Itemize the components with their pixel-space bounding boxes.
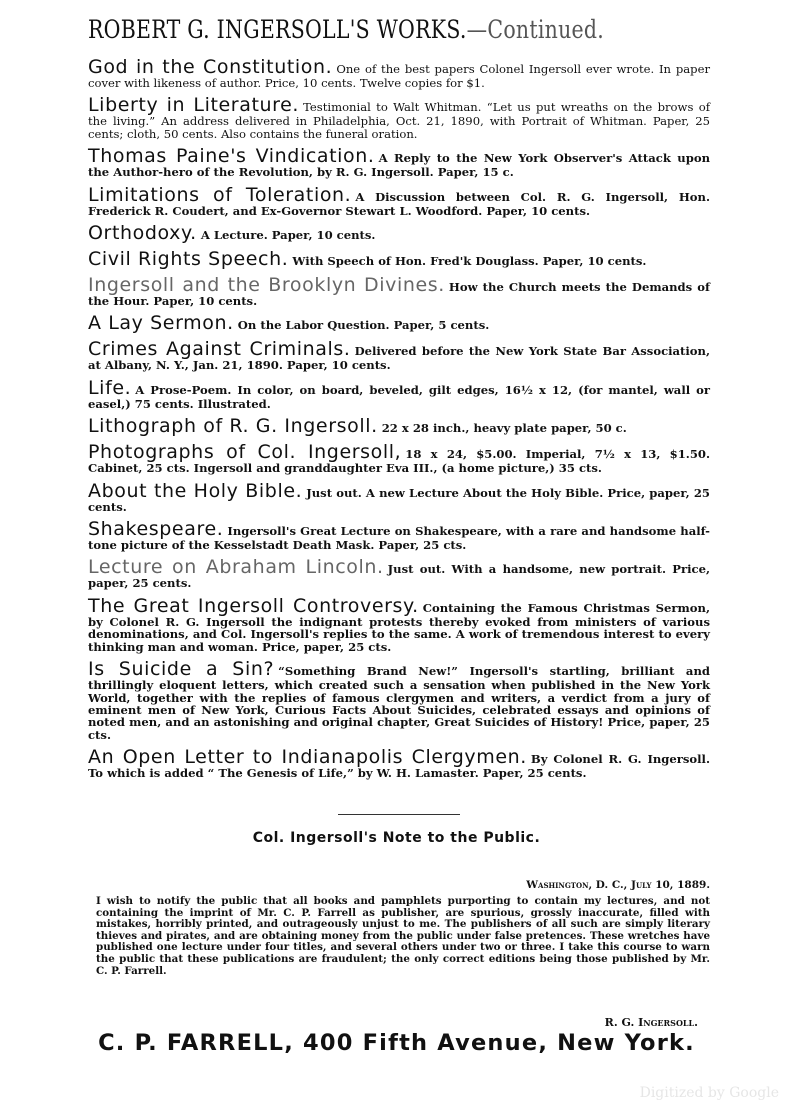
note-title: Col. Ingersoll's Note to the Public. <box>252 830 541 846</box>
page-header <box>88 14 605 46</box>
work-entry <box>88 339 710 371</box>
work-entry <box>88 416 710 436</box>
work-entry <box>88 519 710 551</box>
work-entry <box>88 313 710 333</box>
work-title: Photographs of Col. Ingersoll, <box>88 441 402 464</box>
publisher-footer: C. P. FARRELL, 400 Fifth Avenue, New York. <box>98 1030 695 1056</box>
section-divider <box>338 814 460 815</box>
work-description: Just out. A new Lecture About the Holy Bible. Price, paper, 25 cents. <box>88 485 710 514</box>
work-title: God in the Constitution. <box>88 56 333 78</box>
work-title: About the Holy Bible. <box>88 479 303 502</box>
work-title: Orthodoxy. <box>88 222 197 245</box>
work-description: Delivered before the New York State Bar Association, at Albany, N. Y., Jan. 21, 1890. Paper, 10 cents. <box>88 344 711 373</box>
work-entry <box>88 596 710 653</box>
work-title: Lecture on Abraham Lincoln. <box>88 556 384 579</box>
work-description: Containing the Famous Christmas Sermon, by Colonel R. G. Ingersoll the indignant protests thereby evoked from ministers of various denominations, and Col. Ingersoll's replies to the same. A work of tremendous interest to every thinking man and woman. Price, paper, 25 cts. <box>88 600 710 654</box>
work-description: Ingersoll's Great Lecture on Shakespeare, with a rare and handsome half-tone picture of the Kesselstadt Death Mask. Paper, 25 cts. <box>88 524 710 553</box>
work-entry <box>88 659 710 741</box>
work-entry <box>88 249 710 269</box>
work-title: Civil Rights Speech. <box>88 248 289 271</box>
work-title: Ingersoll and the Brooklyn Divines. <box>88 274 445 297</box>
work-description: Just out. With a handsome, new portrait. Price, paper, 25 cents. <box>88 562 710 591</box>
note-signature: R. G. Ingersoll. <box>604 1016 698 1029</box>
work-description: How the Church meets the Demands of the Hour. Paper, 10 cents. <box>88 280 710 309</box>
note-dateline: Washington, D. C., July 10, 1889. <box>526 879 710 891</box>
work-title: An Open Letter to Indianapolis Clergymen. <box>88 746 527 769</box>
work-description: 22 x 28 inch., heavy plate paper, 50 c. <box>381 421 627 436</box>
work-entry <box>88 481 710 513</box>
work-description: By Colonel R. G. Ingersoll. To which is added “ The Genesis of Life,” by W. H. Lamaster. Paper, 25 cents. <box>88 752 710 781</box>
work-entry <box>88 146 710 178</box>
work-entry <box>88 557 710 589</box>
work-entry <box>88 223 710 243</box>
work-description: Testimonial to Walt Whitman. “Let us put wreaths on the brows of the living.” An address delivered in Philadelphia, Oct. 21, 1890, with Portrait of Whitman. Paper, 25 cents; cloth, 50 cents. Also contains the funeral oration. <box>88 100 710 141</box>
work-entry <box>88 747 710 779</box>
work-entry <box>88 185 710 217</box>
work-title: Life. <box>88 376 132 399</box>
header-continued: —Continued. <box>466 15 605 44</box>
work-description: 18 x 24, $5.00. Imperial, 7½ x 13, $1.50. Cabinet, 25 cts. Ingersoll and granddaughter Eva III., (a home picture,) 35 cts. <box>88 447 710 476</box>
work-title: Lithograph of R. G. Ingersoll. <box>88 415 378 438</box>
works-list <box>88 57 710 786</box>
work-description: A Reply to the New York Observer's Attack upon the Author-hero of the Revolution, by R. G. Ingersoll. Paper, 15 c. <box>88 151 710 180</box>
work-title: Shakespeare. <box>88 518 224 541</box>
note-body: I wish to notify the public that all books and pamphlets purporting to contain my lectures, and not containing the imprint of Mr. C. P. Farrell as publisher, are spurious, grossly inaccurate, filled with mistakes, horribly printed, and outrageously unjust to me. The publishers of all such are simply literary thieves and pirates, and are obtaining money from the public under false pretences. These wretches have published one lecture under four titles, and several others under two or three. I take this course to warn the public that these publications are fraudulent; the only correct editions being those published by Mr. C. P. Farrell. <box>96 895 710 977</box>
work-entry <box>88 378 710 410</box>
work-description: On the Labor Question. Paper, 5 cents. <box>237 318 490 333</box>
work-title: The Great Ingersoll Controversy. <box>88 594 419 617</box>
work-entry <box>88 442 710 474</box>
work-description: “Something Brand New!” Ingersoll's startling, brilliant and thrillingly eloquent letters, which created such a sensation when published in the New York World, together with the replies of famous clergymen and writers, a verdict from a jury of eminent men of New York, Curious Facts About Suicides, celebrated essays and opinions of noted men, and an astonishing and original chapter, Great Suicides of History! Price, paper, 25 cts. <box>88 664 710 742</box>
work-title: Is Suicide a Sin? <box>88 658 275 681</box>
work-title: Liberty in Literature. <box>88 94 300 117</box>
work-title: A Lay Sermon. <box>88 312 234 335</box>
work-description: A Lecture. Paper, 10 cents. <box>200 228 376 243</box>
work-description: A Prose-Poem. In color, on board, beveled, gilt edges, 16½ x 12, (for mantel, wall or easel,) 75 cents. Illustrated. <box>88 382 710 411</box>
work-description: One of the best papers Colonel Ingersoll ever wrote. In paper cover with likeness of author. Price, 10 cents. Twelve copies for $1. <box>88 62 710 90</box>
work-title: Thomas Paine's Vindication. <box>88 145 375 168</box>
header-title: ROBERT G. INGERSOLL'S WORKS. <box>88 15 467 44</box>
work-entry <box>88 57 710 89</box>
work-entry <box>88 95 710 140</box>
watermark: Digitized by Google <box>639 1085 779 1101</box>
work-entry <box>88 275 710 307</box>
work-description: A Discussion between Col. R. G. Ingersoll, Hon. Frederick R. Coudert, and Ex-Governor Stewart L. Woodford. Paper, 10 cents. <box>88 189 710 218</box>
work-description: With Speech of Hon. Fred'k Douglass. Paper, 10 cents. <box>292 254 647 269</box>
work-title: Crimes Against Criminals. <box>88 338 351 361</box>
work-title: Limitations of Toleration. <box>88 183 352 206</box>
